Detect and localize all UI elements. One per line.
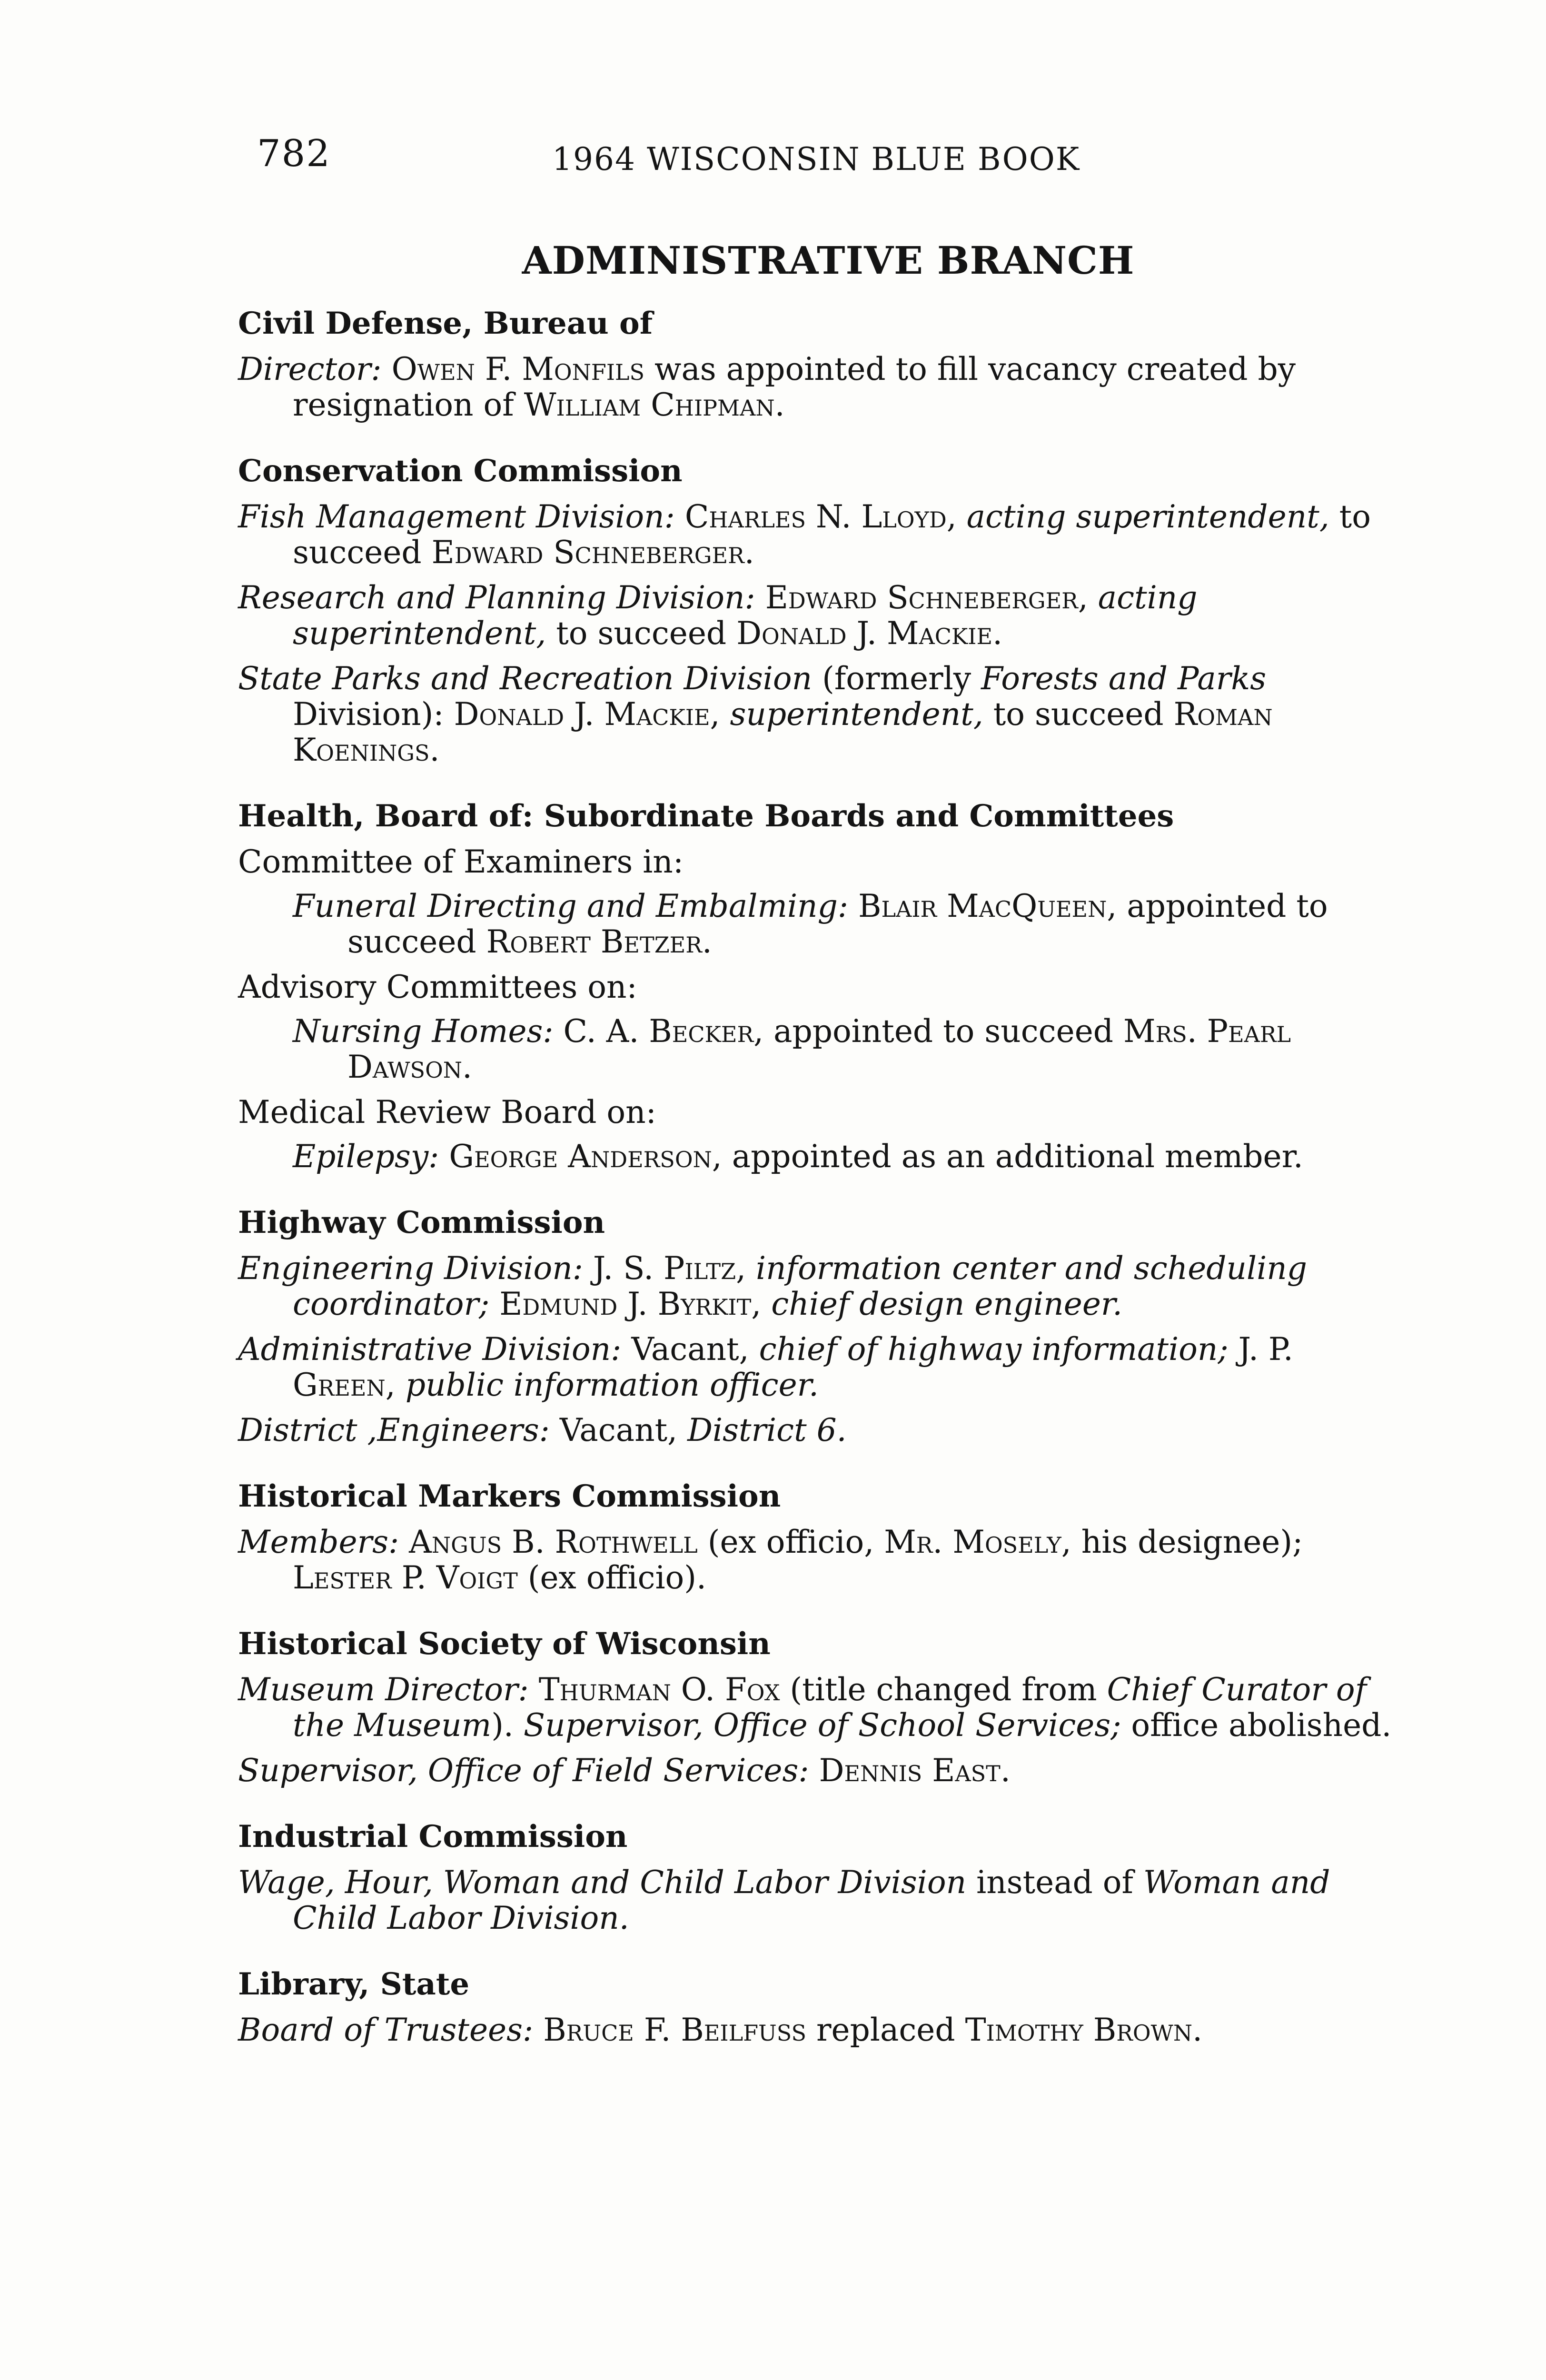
entry-members [238,1524,1399,1596]
group-label: Medical Review Board on: [238,1094,656,1130]
entry-text: (title changed from [780,1671,1107,1708]
entry-label: Funeral Directing and Embalming: [293,888,849,924]
entry-text: to succeed [983,696,1174,733]
section-title: Highway Commission [238,1205,605,1240]
former-name: Forests and Parks [981,660,1267,697]
entry-board-of-trustees [238,2012,1399,2048]
entry-label: Nursing Homes: [293,1013,554,1050]
section-title: Historical Markers Commission [238,1478,781,1514]
person-name: Angus B. Rothwell [409,1524,698,1560]
person-name: Charles N. Lloyd [684,498,947,535]
entry-label: Museum Director: [238,1671,529,1708]
role: public information officer. [405,1367,819,1403]
person-name: Mr. Mosely [884,1524,1061,1560]
entry-end: . [1192,2012,1203,2048]
entry-label: Epilepsy: [293,1138,439,1175]
role: acting superintendent, [966,498,1329,535]
entry-text: to succeed [293,498,1371,571]
entry-end: . [992,615,1003,652]
person-name: Dennis East [819,1752,1001,1789]
entry-text: Vacant, [549,1412,688,1448]
section-conservation [238,452,1399,768]
section-title: Health, Board of: Subordinate Boards and Committees [238,798,1174,834]
person-name: Thurman O. Fox [538,1671,780,1708]
entry-label: Fish Management Division: [238,498,675,535]
person-name: Lester P. Voigt [293,1559,518,1596]
group-label: Advisory Committees on: [238,969,637,1005]
entry-label: Engineering Division: [238,1250,583,1287]
entry-district-engineers [238,1412,1399,1448]
entry-text: , [710,696,730,733]
book-title: 1964 WISCONSIN BLUE BOOK [552,141,1080,178]
role: superintendent, [730,696,983,733]
role: District 6. [687,1412,847,1448]
branch-heading: ADMINISTRATIVE BRANCH [522,238,1135,283]
section-civil-defense [238,305,1399,423]
person-name: George Anderson [449,1138,712,1175]
entry-engineering [238,1250,1399,1322]
person-name: Donald J. Mackie [736,615,993,652]
person-name: J. S. Piltz [593,1250,736,1287]
entry-field-services [238,1753,1399,1788]
entry-director [238,351,1399,423]
entry-text: replaced [806,2012,965,2048]
role: information center and scheduling coordinator; [293,1250,1307,1322]
role: acting superintendent, [293,579,1198,652]
entry-label: Administrative Division: [238,1331,622,1368]
entry-end: . [429,732,440,768]
entry-text: , appointed as an additional member. [712,1138,1303,1175]
running-head [257,132,1399,189]
person-name: Bruce F. Beilfuss [543,2012,807,2048]
entry-funeral-directing [293,888,1399,960]
section-title: Civil Defense, Bureau of [238,306,653,341]
entry-state-parks [238,661,1399,768]
person-name: J. P. Green [293,1331,1293,1403]
entry-label: District ,Engineers: [238,1412,550,1448]
entry-label: Research and Planning Division: [238,579,755,616]
entry-division-rename [238,1864,1399,1936]
person-name: Owen F. Monfils [391,351,644,387]
entry-text: , [946,498,967,535]
entry-text: to succeed [546,615,737,652]
entry-label: Director: [238,351,382,387]
entry-text: office abolished. [1121,1707,1392,1744]
entry-label: Supervisor, Office of Field Services: [238,1752,809,1789]
person-name: Roman Koenings [293,696,1273,768]
old-division-name: Woman and Child Labor Division. [293,1864,1330,1936]
section-highway [238,1204,1399,1448]
person-name: Donald J. Mackie [454,696,710,733]
entry-text: (formerly [812,660,981,697]
entry-text: , [385,1367,406,1403]
entry-end: . [744,534,754,571]
role: chief design engineer. [771,1286,1123,1322]
page-number: 782 [257,132,331,175]
entry-end: . [462,1049,473,1085]
new-division-name: Wage, Hour, Woman and Child Labor Division [238,1864,967,1901]
person-name: Timothy Brown [965,2012,1193,2048]
person-name: Mrs. Pearl Dawson [347,1013,1291,1085]
entry-text: instead of [966,1864,1143,1901]
entry-text: , appointed to succeed [347,888,1328,960]
entry-end: . [702,923,712,960]
entry-epilepsy [293,1139,1399,1174]
section-historical-markers [238,1478,1399,1596]
former-title: Chief Curator of the Museum [293,1671,1367,1744]
entry-research-planning [238,580,1399,651]
entry-text: , [736,1250,756,1287]
section-health [238,797,1399,1174]
entry-text: ). [491,1707,524,1744]
sections [238,305,1399,2077]
person-name: Blair MacQueen [858,888,1107,924]
section-industrial [238,1818,1399,1936]
entry-text: , [1078,579,1098,616]
entry-text: was appointed to fill vacancy created by resignation of [293,351,1296,423]
section-title: Historical Society of Wisconsin [238,1626,771,1662]
entry-label: Board of Trustees: [238,2012,534,2048]
role: chief of highway information; [759,1331,1229,1368]
person-name: C. A. Becker [563,1013,754,1050]
section-title: Library, State [238,1966,470,2002]
section-historical-society [238,1625,1399,1788]
person-name: Edward Schneberger [765,579,1078,616]
entry-administrative [238,1331,1399,1403]
entry-label: State Parks and Recreation Division [238,660,813,697]
person-name: Robert Betzer [486,923,702,960]
entry-end: . [774,387,785,423]
section-title: Industrial Commission [238,1819,628,1854]
entry-text: , [751,1286,772,1322]
entry-text: , his designee); [1061,1524,1303,1560]
entry-fish-management [238,499,1399,570]
person-name: Edward Schneberger [431,534,744,571]
person-name: William Chipman [524,387,775,423]
entry-museum-director [238,1672,1399,1743]
entry-text: Division): [293,696,454,733]
group-label: Committee of Examiners in: [238,843,684,880]
entry-text: (ex officio, [697,1524,884,1560]
entry-nursing-homes [293,1013,1399,1085]
entry-text: Vacant, [621,1331,759,1368]
section-library [238,1965,1399,2048]
entry-label: Members: [238,1524,399,1560]
entry-end: . [1000,1752,1011,1789]
entry-text: , appointed to succeed [753,1013,1123,1050]
section-title: Conservation Commission [238,453,683,489]
office-name: Supervisor, Office of School Services; [523,1707,1121,1744]
person-name: Edmund J. Byrkit [499,1286,752,1322]
entry-text: (ex officio). [517,1559,707,1596]
